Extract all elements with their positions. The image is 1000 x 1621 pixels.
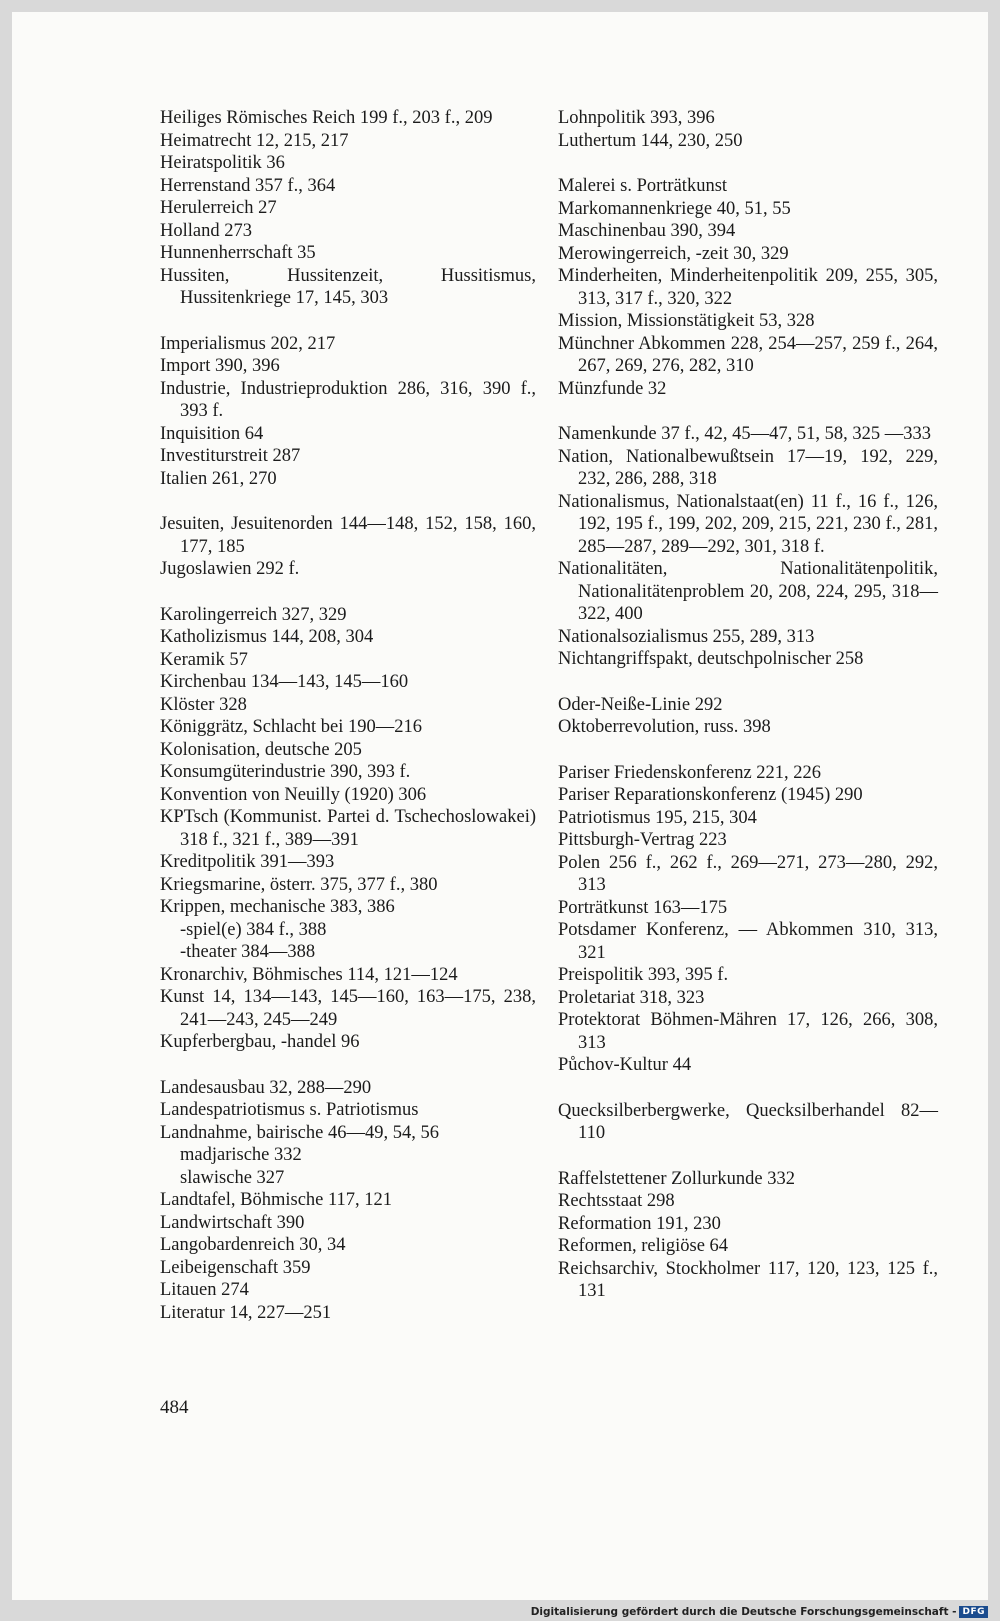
index-entry: Münchner Abkommen 228, 254—257, 259 f., 264, 267, 269, 276, 282, 310: [558, 333, 938, 376]
index-entry: Rechtsstaat 298: [558, 1191, 675, 1211]
page-number: 484: [160, 1397, 189, 1418]
index-entry: Kirchenbau 134—143, 145—160: [160, 672, 409, 692]
index-entry: Literatur 14, 227—251: [160, 1302, 332, 1323]
index-entry: Preispolitik 393, 395 f.: [558, 965, 729, 985]
index-entry: Import 390, 396: [160, 356, 280, 376]
index-entry: Konvention von Neuilly (1920) 306: [160, 784, 427, 805]
index-group-o: [558, 694, 938, 739]
index-entry: Keramik 57: [160, 649, 248, 670]
index-entry: Herrenstand 357 f., 364: [160, 175, 336, 196]
index-entry: Litauen 274: [160, 1280, 249, 1300]
index-entry: Nationalismus, Nationalstaat(en) 11 f., 16 f., 126, 192, 195 f., 199, 202, 209, 215, 221, 230 f., 281, 285—287, 289—292, 301, 318 f.: [558, 491, 938, 557]
index-entry: Porträtkunst 163—175: [558, 897, 728, 918]
index-entry: Landtafel, Böhmische 117, 121: [160, 1190, 393, 1210]
index-entry: Jesuiten, Jesuitenorden 144—148, 152, 158, 160, 177, 185: [160, 514, 536, 557]
index-column-left: [160, 107, 536, 1347]
index-entry: Kupferbergbau, -handel 96: [160, 1032, 360, 1052]
index-entry: Proletariat 318, 323: [558, 987, 705, 1008]
index-entry: Leibeigenschaft 359: [160, 1257, 311, 1278]
index-entry: Reformen, religiöse 64: [558, 1236, 729, 1256]
index-group-k: [160, 604, 536, 1054]
index-group-q: [558, 1100, 938, 1145]
index-subentry: -theater 384—388: [180, 942, 316, 962]
index-entry: Nationalitäten, Nationalitätenpolitik, Nationalitätenproblem 20, 208, 224, 295, 318—322, 400: [558, 559, 938, 624]
index-entry: Hussiten, Hussitenzeit, Hussitismus, Hussitenkriege 17, 145, 303: [160, 265, 536, 308]
index-entry: Luthertum 144, 230, 250: [558, 130, 743, 151]
index-column-right: [558, 107, 938, 1326]
index-entry: Markomannenkriege 40, 51, 55: [558, 198, 791, 219]
index-group-i: [160, 333, 536, 491]
index-entry: Polen 256 f., 262 f., 269—271, 273—280, 292, 313: [558, 852, 938, 895]
dfg-logo-icon: DFG: [959, 1606, 988, 1618]
index-entry: Imperialismus 202, 217: [160, 333, 336, 354]
index-entry: Landnahme, bairische 46—49, 54, 56: [160, 1122, 439, 1143]
index-entry: Italien 261, 270: [160, 468, 277, 489]
index-entry: Heiratspolitik 36: [160, 153, 285, 173]
index-entry: Reformation 191, 230: [558, 1213, 721, 1234]
index-entry: Kolonisation, deutsche 205: [160, 739, 362, 760]
index-entry: Lohnpolitik 393, 396: [558, 108, 715, 128]
index-group-h: [160, 107, 536, 310]
index-entry: Pariser Reparationskonferenz (1945) 290: [558, 785, 863, 805]
index-entry: Landespatriotismus s. Patriotismus: [160, 1100, 419, 1120]
index-group-m: [558, 175, 938, 400]
index-entry: Namenkunde 37 f., 42, 45—47, 51, 58, 325 —333: [558, 424, 932, 444]
index-entry: Nichtangriffspakt, deutschpolnischer 258: [558, 649, 864, 669]
index-group-p: [558, 762, 938, 1077]
index-group-j: [160, 513, 536, 581]
index-entry: Reichsarchiv, Stockholmer 117, 120, 123, 125 f., 131: [558, 1258, 938, 1301]
footer-text: Digitalisierung gefördert durch die Deutsche Forschungsgemeinschaft -: [530, 1606, 957, 1618]
index-entry: Konsumgüterindustrie 390, 393 f.: [160, 762, 411, 782]
index-entry: Patriotismus 195, 215, 304: [558, 807, 757, 828]
index-entry: Industrie, Industrieproduktion 286, 316, 390 f., 393 f.: [160, 378, 536, 421]
index-entry: Kriegsmarine, österr. 375, 377 f., 380: [160, 874, 438, 895]
index-entry: Nation, Nationalbewußtsein 17—19, 192, 229, 232, 286, 288, 318: [558, 446, 938, 489]
index-entry: Quecksilberbergwerke, Quecksilberhandel 82—110: [558, 1100, 938, 1143]
index-entry: Minderheiten, Minderheitenpolitik 209, 255, 305, 313, 317 f., 320, 322: [558, 266, 938, 309]
index-entry: Jugoslawien 292 f.: [160, 559, 300, 579]
index-entry: Investiturstreit 287: [160, 446, 301, 466]
index-entry: Heimatrecht 12, 215, 217: [160, 130, 349, 151]
index-group-n: [558, 423, 938, 671]
index-entry: Landesausbau 32, 288—290: [160, 1077, 372, 1098]
index-group-l-cont: [558, 107, 938, 152]
index-entry: Pariser Friedenskonferenz 221, 226: [558, 762, 822, 783]
index-entry: Oder-Neiße-Linie 292: [558, 694, 723, 715]
index-entry: Malerei s. Porträtkunst: [558, 176, 728, 196]
index-entry: Maschinenbau 390, 394: [558, 221, 736, 241]
index-entry: Münzfunde 32: [558, 378, 667, 399]
index-entry: Inquisition 64: [160, 423, 264, 444]
index-subentry: madjarische 332: [180, 1145, 302, 1165]
index-entry: Herulerreich 27: [160, 198, 277, 218]
index-group-r: [558, 1168, 938, 1303]
index-entry: Klöster 328: [160, 694, 247, 715]
digitization-footer: [531, 1606, 988, 1618]
index-entry: Pittsburgh-Vertrag 223: [558, 830, 727, 850]
index-entry: Kronarchiv, Böhmisches 114, 121—124: [160, 964, 458, 985]
index-entry: Langobardenreich 30, 34: [160, 1235, 346, 1255]
index-entry: Heiliges Römisches Reich 199 f., 203 f., 209: [160, 108, 493, 128]
index-entry: Nationalsozialismus 255, 289, 313: [558, 626, 815, 647]
index-entry: Landwirtschaft 390: [160, 1212, 305, 1233]
index-entry: Kunst 14, 134—143, 145—160, 163—175, 238, 241—243, 245—249: [160, 987, 536, 1030]
index-subentry: slawische 327: [180, 1167, 285, 1188]
index-entry: Raffelstettener Zollurkunde 332: [558, 1168, 796, 1189]
index-entry: Königgrätz, Schlacht bei 190—216: [160, 717, 423, 737]
index-entry: Kreditpolitik 391—393: [160, 852, 335, 872]
index-entry: Karolingerreich 327, 329: [160, 604, 347, 625]
index-entry: Hunnenherrschaft 35: [160, 243, 316, 263]
index-subentry: -spiel(e) 384 f., 388: [180, 919, 327, 940]
index-entry: Protektorat Böhmen-Mähren 17, 126, 266, 308, 313: [558, 1010, 938, 1053]
index-entry: Katholizismus 144, 208, 304: [160, 627, 374, 647]
index-entry: Potsdamer Konferenz, — Abkommen 310, 313, 321: [558, 920, 938, 963]
book-page: [12, 12, 988, 1600]
index-entry: KPTsch (Kommunist. Partei d. Tschechoslowakei) 318 f., 321 f., 389—391: [160, 807, 536, 850]
index-entry: Krippen, mechanische 383, 386: [160, 897, 395, 917]
index-entry: Merowingerreich, -zeit 30, 329: [558, 243, 789, 264]
index-entry: Holland 273: [160, 220, 252, 241]
index-entry: Mission, Missionstätigkeit 53, 328: [558, 311, 815, 331]
index-group-l: [160, 1077, 536, 1325]
index-entry: Půchov-Kultur 44: [558, 1055, 692, 1075]
index-entry: Oktoberrevolution, russ. 398: [558, 717, 771, 737]
